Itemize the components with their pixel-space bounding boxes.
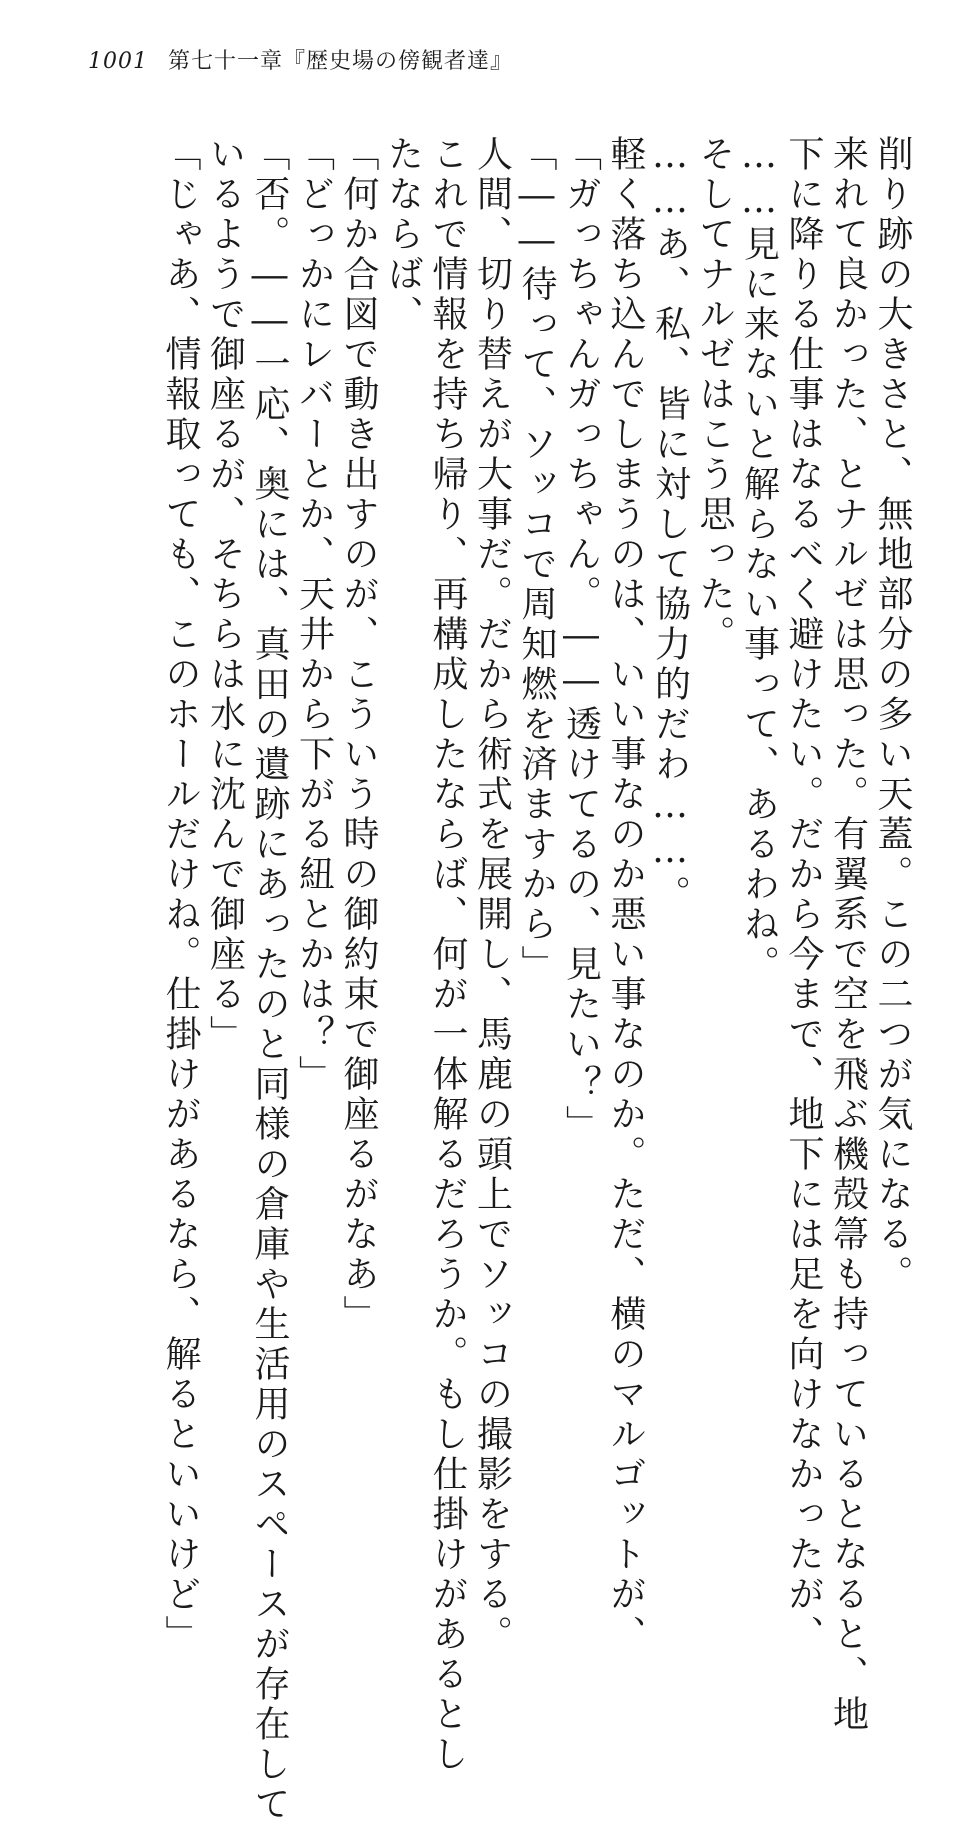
text-line: 「どっかにレバーとか、天井から下がる紐とかは？」 <box>293 135 335 1095</box>
page-number: 1001 <box>88 49 148 74</box>
text-line: 「ガっちゃんガっちゃん。――透けてるの、見たい？」 <box>560 135 602 1145</box>
vertical-text-block <box>80 135 913 1825</box>
text-line: 下に降りる仕事はなるべく避けたい。だから今まで、地下には足を向けなかったが、 <box>783 135 824 1655</box>
text-line: たならば、 <box>382 135 424 335</box>
text-line: 「じゃあ、情報取っても、このホールだけね。仕掛けがあるなら、解るといいけど」 <box>160 135 201 1655</box>
text-line: 「何か合図で動き出すのが、こういう時の御約束で御座るがなあ」 <box>338 135 379 1335</box>
running-header <box>88 48 513 76</box>
text-line: そしてナルゼはこう思った。 <box>694 135 735 655</box>
text-line: ……あ、私、皆に対して協力的だわ……。 <box>649 135 691 915</box>
text-line: これで情報を持ち帰り、再構成したならば、何が一体解るだろうか。もし仕掛けがあるとし <box>427 135 468 1775</box>
text-line: 削り跡の大きさと、無地部分の多い天蓋。この二つが気になる。 <box>872 135 913 1295</box>
text-line: 軽く落ち込んでしまうのは、いい事なのか悪い事なのか。ただ、横のマルゴットが、 <box>605 135 646 1655</box>
text-line: ……見に来ないと解らない事って、あるわね。 <box>738 135 780 985</box>
text-line: 「――待って、ソッコで周知燃を済ますから」 <box>516 135 557 985</box>
text-line: 「否。――一応、奥には、真田の遺跡にあったのと同様の倉庫や生活用のスペースが存在して <box>249 135 290 1825</box>
text-line: 人間、切り替えが大事だ。だから術式を展開し、馬鹿の頭上でソッコの撮影をする。 <box>471 135 513 1655</box>
chapter-title: 第七十一章『歴史場の傍観者達』 <box>168 49 514 74</box>
text-line: 来れて良かった、とナルゼは思った。有翼系で空を飛ぶ機殻箒も持っているとなると、地 <box>827 135 869 1735</box>
text-line: いるようで御座るが、そちらは水に沈んで御座る」 <box>204 135 246 1055</box>
